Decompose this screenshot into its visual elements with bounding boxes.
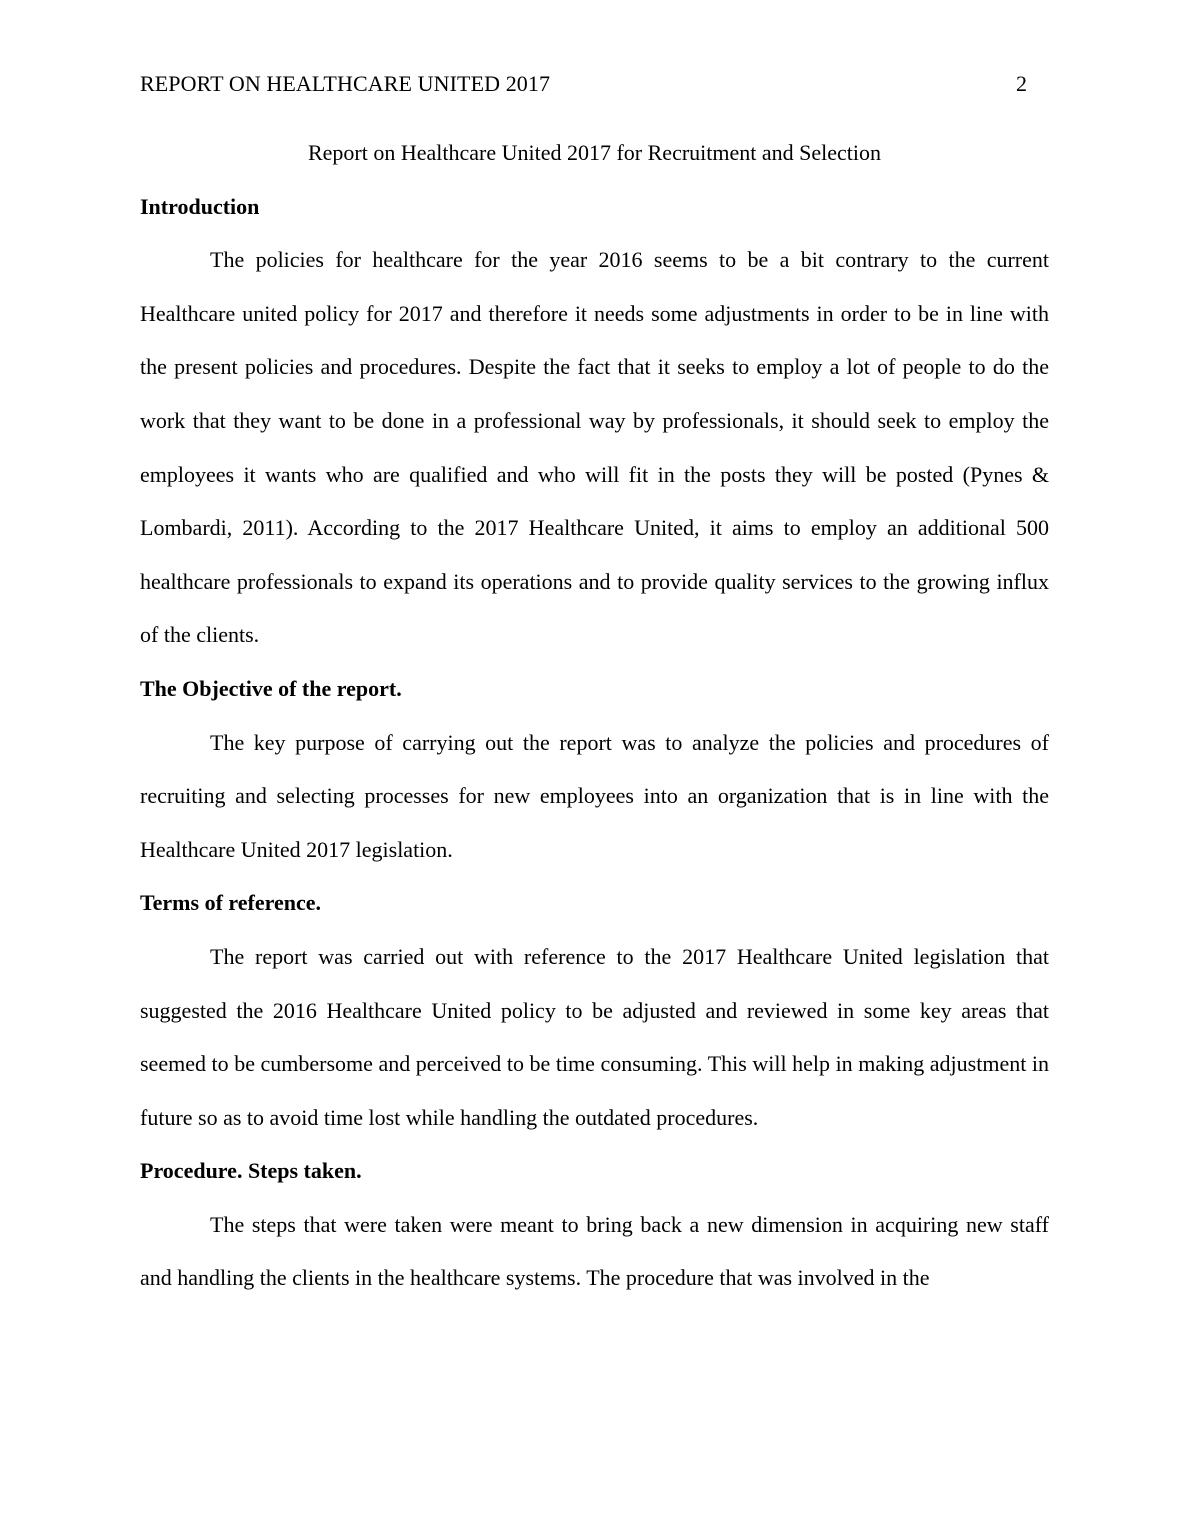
paragraph-objective: The key purpose of carrying out the report was to analyze the policies and procedures of recruiting and selecting processes for new employees into an organization that is in line with the Healthcare United 2017 legislation. — [140, 729, 1049, 862]
document-body — [140, 126, 1049, 1305]
heading-objective: The Objective of the report. — [140, 675, 402, 701]
paragraph-terms-of-reference: The report was carried out with reference to the 2017 Healthcare United legislation that suggested the 2016 Healthcare United policy to be adjusted and reviewed in some key areas that seemed to be cumbersome and perceived to be time consuming. This will help in making adjustment in future so as to avoid time lost while handling the outdated procedures. — [140, 943, 1049, 1130]
heading-procedure: Procedure. Steps taken. — [140, 1158, 362, 1184]
heading-terms-of-reference: Terms of reference. — [140, 890, 322, 916]
paragraph-introduction: The policies for healthcare for the year 2016 seems to be a bit contrary to the current Healthcare united policy for 2017 and therefore it needs some adjustments in order to be in line with the present policies and procedures. Despite the fact that it seeks to employ a lot of people to do the work that they want to be done in a professional way by professionals, it should seek to employ the employees it wants who are qualified and who will fit in the posts they will be posted (Pynes & Lombardi, 2011). According to the 2017 Healthcare United, it aims to employ an additional 500 healthcare professionals to expand its operations and to provide quality services to the growing influx of the clients. — [140, 247, 1049, 648]
paragraph-procedure: The steps that were taken were meant to bring back a new dimension in acquiring new staff and handling the clients in the healthcare systems. The procedure that was involved in the — [140, 1211, 1049, 1291]
document-title: Report on Healthcare United 2017 for Recruitment and Selection — [307, 140, 882, 165]
heading-introduction: Introduction — [140, 193, 260, 219]
running-head: REPORT ON HEALTHCARE UNITED 2017 — [140, 71, 551, 96]
page-number: 2 — [1016, 71, 1027, 96]
